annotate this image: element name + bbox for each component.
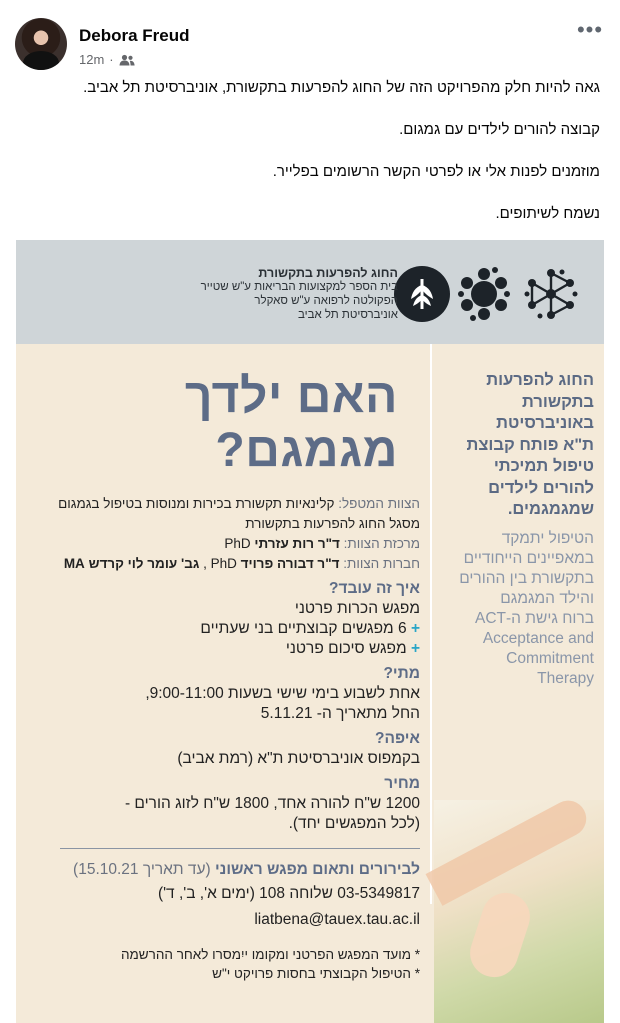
child-hand [464, 887, 536, 984]
meta-separator: · [109, 52, 114, 67]
contact-divider [60, 848, 420, 849]
post-meta [79, 52, 135, 67]
flyer-title: האם ילדך מגמגם? [184, 370, 398, 477]
staff-details: הצוות המטפל: קלינאיות תקשורת בכירות ומנוסות בטיפול בגמגום מסגל החוג להפרעות בתקשורת מרכזת הצוות: ד"ר רות עזרתי PhD חברות הצוות: ד"ר דבורה פרויד PhD , גב' עומר לוי קרדש MA [58, 496, 420, 571]
price-heading: מחיר [384, 775, 420, 792]
column-divider [430, 344, 432, 904]
price-details: 1200 ש"ח להורה אחד, 1800 ש"ח לזוג הורים - (לכל המפגשים יחד). [124, 795, 420, 832]
post-paragraph: קבוצה להורים לילדים עם גמגום. [399, 121, 600, 138]
flyer-notes: * מועד המפגש הפרטני ומקומו ייִמסרו לאחר ההרשמה * הטיפול הקבוצתי בחסות פרויקט י"ש [120, 947, 420, 981]
how-details: מפגש הכרות פרטני + 6 מפגשים קבוצתיים בני שעתיים + מפגש סיכום פרטני [200, 600, 420, 657]
flyer-header [16, 240, 604, 344]
molecule-icon [522, 265, 580, 323]
adult-arm [426, 794, 593, 906]
cell-icon [455, 265, 513, 323]
contact-title: לבירורים ותאום מפגש ראשוני (עד תאריך 15.10.21) [73, 861, 420, 878]
tau-logo-icon [393, 265, 451, 323]
contact-email: liatbena@tauex.tau.ac.il [254, 911, 420, 928]
post-time[interactable]: 12m [79, 52, 105, 67]
when-details: אחת לשבוע בימי שישי בשעות 9:00-11:00, החל מתאריך ה- 5.11.21 [145, 685, 420, 722]
post-paragraph: מוזמנים לפנות אלי או לפרטי הקשר הרשומים בפלייר. [272, 163, 600, 180]
where-details: בקמפוס אוניברסיטת ת"א (רמת אביב) [177, 750, 420, 767]
contact-phone: 03-5349817 שלוחה 108 (ימים א', ב', ד') [157, 885, 420, 902]
friends-icon[interactable] [119, 54, 135, 66]
post-text [15, 78, 600, 246]
post-paragraph: גאה להיות חלק מהפרויקט הזה של החוג להפרעות בתקשורת, אוניברסיטת תל אביב. [83, 79, 600, 96]
where-heading: איפה? [375, 730, 420, 747]
department-name: החוג להפרעות בתקשורת בית הספר למקצועות הבריאות ע"ש שטייר הפקולטה לרפואה ע"ש סאקלר אוניברסיטת תל אביב [200, 266, 398, 321]
flyer-sidebar [434, 370, 594, 689]
more-options-button[interactable]: ••• [576, 17, 604, 42]
post-paragraph: נשמח לשיתופים. [495, 205, 600, 222]
flyer-image[interactable] [16, 240, 604, 1023]
how-heading: איך זה עובד? [329, 580, 420, 597]
hands-photo [434, 800, 604, 1023]
post-header [0, 0, 620, 80]
sidebar-title: החוג להפרעות בתקשורת באוניברסיטת ת"א פותח קבוצת טיפול תמיכתי להורים לילדים שמגמגמים. [466, 371, 594, 518]
sidebar-description: הטיפול יתמקד במאפיינים הייחודיים בתקשורת בין ההורים והילד המגמגם ברוח גישת ה-ACT Acceptance and Commitment Therapy [459, 529, 594, 687]
author-avatar[interactable] [15, 18, 67, 70]
flyer-main [30, 370, 420, 983]
when-heading: מתי? [383, 665, 420, 682]
author-name[interactable]: Debora Freud [79, 26, 190, 45]
